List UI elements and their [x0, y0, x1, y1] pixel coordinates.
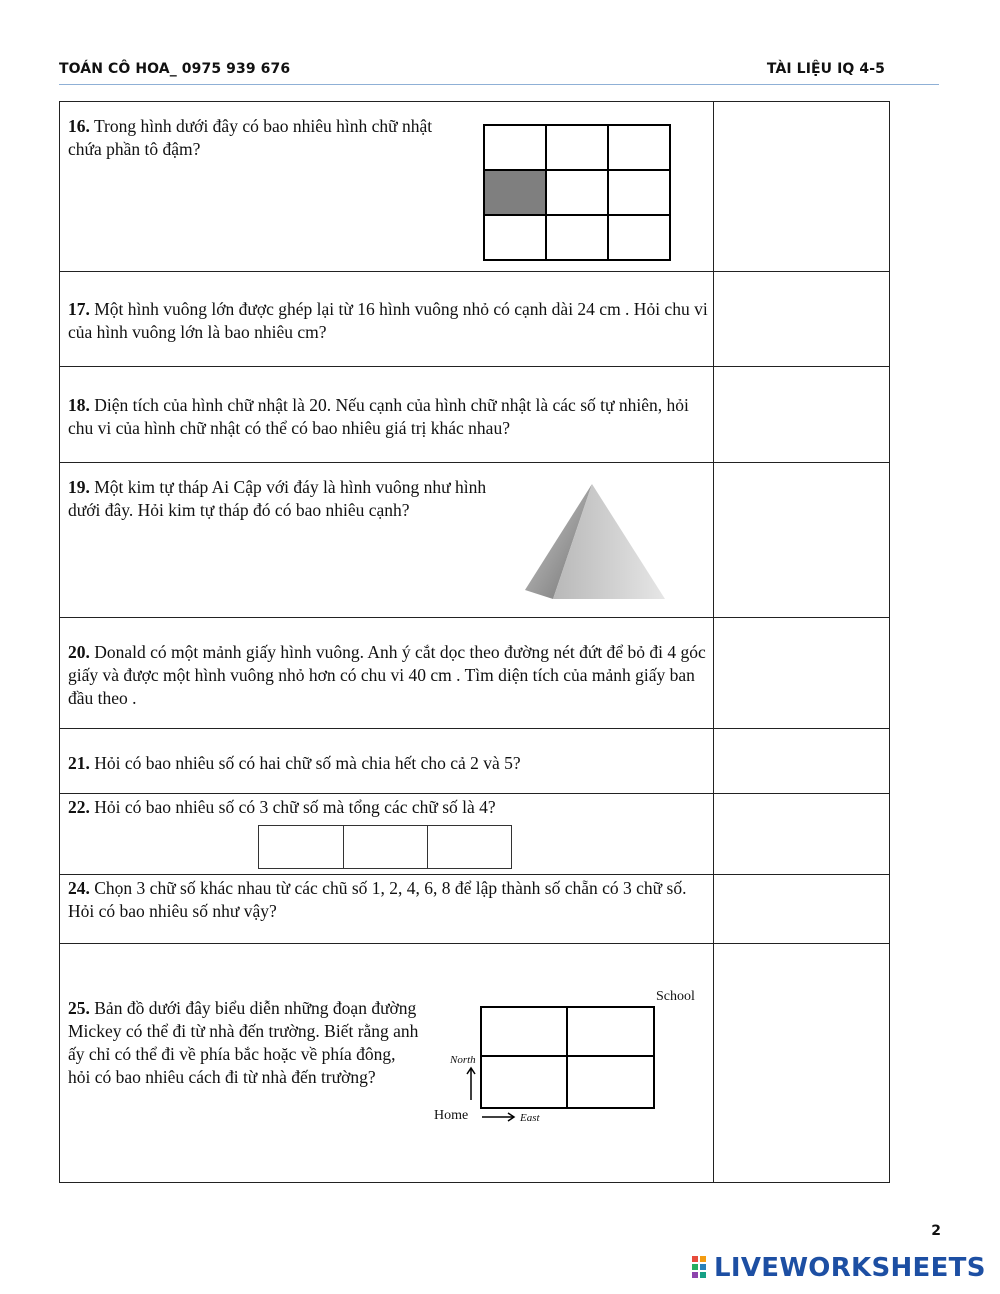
header-right: TÀI LIỆU IQ 4-5 — [766, 61, 885, 77]
header-left: TOÁN CÔ HOA_ 0975 939 676 — [59, 61, 291, 77]
shaded-rectangle-grid — [483, 124, 671, 261]
school-label: School — [656, 989, 695, 1004]
row-divider — [59, 271, 890, 272]
answer-cell-24[interactable] — [715, 876, 888, 942]
question-20 — [68, 641, 708, 710]
grid-cell — [609, 216, 669, 259]
compass-arrows — [462, 1066, 518, 1130]
question-number: 21. — [68, 753, 90, 773]
answer-column-divider — [713, 101, 714, 1183]
question-text: Bản đồ dưới đây biểu diễn những đoạn đường Mickey có thể đi từ nhà đến trường. Biết rằng anh ấy chỉ có thể đi về phía bắc hoặc về phía đông, hỏi có bao nhiêu cách đi từ nhà đến trường? — [68, 998, 419, 1087]
pyramid-figure — [520, 480, 670, 605]
question-number: 24. — [68, 878, 90, 898]
question-18 — [68, 394, 708, 440]
question-text: Diện tích của hình chữ nhật là 20. Nếu cạnh của hình chữ nhật là các số tự nhiên, hỏi chu vi của hình chữ nhật có thể có bao nhiêu giá trị khác nhau? — [68, 395, 689, 438]
answer-cell-16[interactable] — [715, 103, 888, 270]
question-17 — [68, 298, 708, 344]
question-text: Hỏi có bao nhiêu số có 3 chữ số mà tổng các chữ số là 4? — [94, 797, 496, 817]
row-divider — [59, 874, 890, 875]
page-number: 2 — [931, 1223, 941, 1239]
question-number: 18. — [68, 395, 90, 415]
home-label: Home — [434, 1108, 469, 1123]
question-number: 19. — [68, 477, 90, 497]
liveworksheets-logo[interactable] — [692, 1253, 986, 1283]
digit-box[interactable] — [259, 826, 343, 868]
answer-cell-18[interactable] — [715, 368, 888, 461]
question-text: Hỏi có bao nhiêu số có hai chữ số mà chia hết cho cả 2 và 5? — [94, 753, 521, 773]
header-rule — [59, 84, 939, 85]
question-16 — [68, 115, 458, 161]
answer-cell-17[interactable] — [715, 273, 888, 365]
answer-cell-21[interactable] — [715, 730, 888, 792]
grid-cell — [547, 171, 607, 214]
digit-box[interactable] — [427, 826, 511, 868]
row-divider — [59, 366, 890, 367]
question-21 — [68, 752, 708, 775]
question-text: Donald có một mảnh giấy hình vuông. Anh ý cắt dọc theo đường nét đứt để bỏ đi 4 góc giấy và được một hình vuông nhỏ hơn có chu vi 40 cm . Tìm diện tích của mảnh giấy ban đầu theo . — [68, 642, 706, 708]
question-text: Một hình vuông lớn được ghép lại từ 16 hình vuông nhỏ có cạnh dài 24 cm . Hỏi chu vi của hình vuông lớn là bao nhiêu cm? — [68, 299, 708, 342]
grid-cell — [609, 126, 669, 169]
question-text: Chọn 3 chữ số khác nhau từ các chũ số 1, 2, 4, 6, 8 để lập thành số chẵn có 3 chữ số. Hỏi có bao nhiêu số như vậy? — [68, 878, 687, 921]
digit-boxes — [258, 825, 512, 869]
row-divider — [59, 728, 890, 729]
east-label: East — [520, 1112, 540, 1124]
question-number: 16. — [68, 116, 90, 136]
question-text: Trong hình dưới đây có bao nhiêu hình chữ nhật chứa phần tô đậm? — [68, 116, 433, 159]
grid-cell — [485, 126, 545, 169]
answer-cell-20[interactable] — [715, 619, 888, 727]
digit-box[interactable] — [343, 826, 427, 868]
question-number: 17. — [68, 299, 90, 319]
brand-wordmark: LIVEWORKSHEETS — [714, 1253, 986, 1283]
row-divider — [59, 617, 890, 618]
answer-cell-19[interactable] — [715, 464, 888, 616]
answer-cell-25[interactable] — [715, 945, 888, 1182]
row-divider — [59, 793, 890, 794]
question-number: 25. — [68, 998, 90, 1018]
question-number: 20. — [68, 642, 90, 662]
grid-cell — [547, 216, 607, 259]
grid-cell — [485, 216, 545, 259]
question-22 — [68, 796, 708, 819]
grid-cell — [547, 126, 607, 169]
question-text: Một kim tự tháp Ai Cập với đáy là hình vuông như hình dưới đây. Hỏi kim tự tháp đó có bao nhiêu cạnh? — [68, 477, 487, 520]
question-number: 22. — [68, 797, 90, 817]
answer-cell-22[interactable] — [715, 795, 888, 873]
question-24 — [68, 877, 708, 923]
shaded-cell — [485, 171, 545, 214]
row-divider — [59, 943, 890, 944]
liveworksheets-icon — [692, 1256, 714, 1280]
question-25 — [68, 997, 420, 1089]
north-label: North — [450, 1054, 476, 1066]
question-19 — [68, 476, 508, 522]
row-divider — [59, 462, 890, 463]
grid-cell — [609, 171, 669, 214]
